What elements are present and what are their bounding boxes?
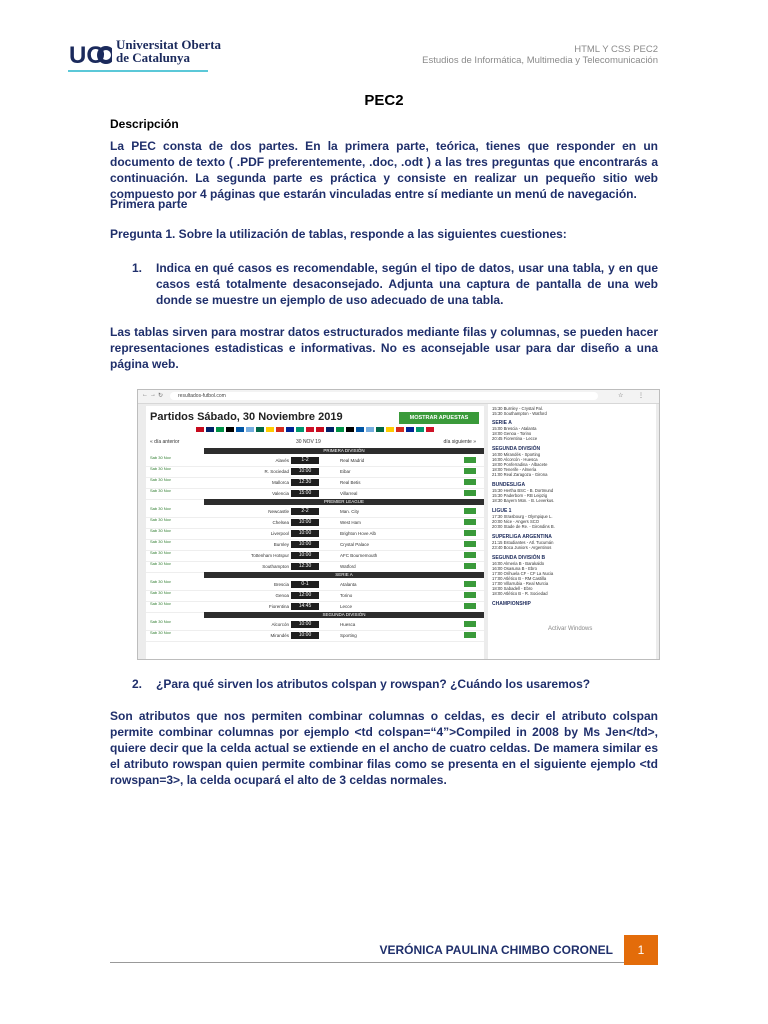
show-bets-button: MOSTRAR APUESTAS xyxy=(399,412,479,424)
university-name xyxy=(116,39,221,64)
menu-icon: ⋮ xyxy=(638,393,644,399)
flag-icon xyxy=(326,427,334,432)
odds-badge xyxy=(464,541,476,547)
match-date: Sab 30 Nov xyxy=(150,517,171,522)
match-score: 10:00 xyxy=(291,541,319,548)
item-text: ¿Para qué sirven los atributos colspan y rowspan? ¿Cuándo los usaremos? xyxy=(156,677,591,691)
match-date: Sab 30 Nov xyxy=(150,579,171,584)
side-game: 18:00 Genoa - Torino xyxy=(492,431,532,436)
side-game: 18:00 Ponferradina - Albacete xyxy=(492,462,548,467)
side-game: 15:30 Hertha BSC - B. Dortmund xyxy=(492,488,554,493)
side-game: 15:30 Southampton - Watford xyxy=(492,411,547,416)
match-date: Sab 30 Nov xyxy=(150,619,171,624)
home-team: Newcastle xyxy=(268,509,289,514)
side-league-block xyxy=(492,406,652,416)
item-number: 2. xyxy=(132,677,143,691)
match-score: 12:30 xyxy=(291,479,319,486)
descripcion-heading: Descripción xyxy=(110,117,179,131)
match-date: Sab 30 Nov xyxy=(150,590,171,595)
match-date: Sab 30 Nov xyxy=(150,601,171,606)
away-team: Atalanta xyxy=(340,582,357,587)
uoc-logo-icon xyxy=(68,38,112,70)
odds-badge xyxy=(464,530,476,536)
prev-day-link: « día anterior xyxy=(150,439,180,445)
away-team: Real Madrid xyxy=(340,458,365,463)
flag-icon xyxy=(226,427,234,432)
browser-toolbar xyxy=(138,390,659,404)
away-team: Torino xyxy=(340,593,353,598)
flag-icon xyxy=(416,427,424,432)
studies-subtitle: Estudios de Informática, Multimedia y Telecomunicación xyxy=(422,55,658,66)
match-date: Sab 30 Nov xyxy=(150,477,171,482)
home-team: Valencia xyxy=(272,491,289,496)
odds-badge xyxy=(464,581,476,587)
away-team: Man. City xyxy=(340,509,360,514)
university-line2: de Catalunya xyxy=(116,49,191,65)
url-bar: resultados-futbol.com xyxy=(170,392,598,400)
flag-icon xyxy=(386,427,394,432)
odds-badge xyxy=(464,508,476,514)
match-score: 10:00 xyxy=(291,468,319,475)
odds-badge xyxy=(464,632,476,638)
side-league-block xyxy=(492,535,652,550)
side-game: 16:00 Alcorcón - Huesca xyxy=(492,457,538,462)
side-game: 21:00 Real Zaragoza - Girona xyxy=(492,472,548,477)
side-game: 17:00 Atlético B - RM Castilla xyxy=(492,576,547,581)
match-score: 14:45 xyxy=(291,603,319,610)
footer-author: VERÓNICA PAULINA CHIMBO CORONEL xyxy=(379,943,613,957)
side-game: 15:30 Burnley - Crystal Pal. xyxy=(492,406,543,411)
side-game: 15:00 Brescia - Atalanta xyxy=(492,426,537,431)
odds-badge xyxy=(464,563,476,569)
page-number: 1 xyxy=(624,935,658,965)
match-score: 15:00 xyxy=(291,490,319,497)
match-date: Sab 30 Nov xyxy=(150,528,171,533)
home-team: Chelsea xyxy=(272,520,289,525)
star-icon: ☆ xyxy=(618,393,624,399)
flag-icon xyxy=(306,427,314,432)
match-score: 12:30 xyxy=(291,563,319,570)
match-date: Sab 30 Nov xyxy=(150,466,171,471)
away-team: Brighton Hove Alb xyxy=(340,531,377,536)
flag-icon xyxy=(266,427,274,432)
odds-badge xyxy=(464,468,476,474)
match-score: 10:00 xyxy=(291,621,319,628)
course-title: HTML Y CSS PEC2 xyxy=(574,44,658,55)
league-header: PRIMERA DIVISIÓN xyxy=(204,448,484,454)
side-league-block xyxy=(492,509,652,529)
away-team: Villarreal xyxy=(340,491,358,496)
flag-icon xyxy=(276,427,284,432)
side-league-name: CHAMPIONSHIP xyxy=(492,601,531,607)
side-game: 17:30 Strasbourg - Olympique L. xyxy=(492,514,553,519)
away-team: AFC Bournemouth xyxy=(340,553,378,558)
side-league-name: SEGUNDA DIVISIÓN B xyxy=(492,555,546,561)
away-team: Lecce xyxy=(340,604,353,609)
item-text: Indica en qué casos es recomendable, según el tipo de datos, usar una tabla, y en que casos está totalmente desaconsejado. Adjunta una captura de pantalla de una web donde se muestre un ejemplo de uso adecuado de una tabla. xyxy=(156,261,658,307)
home-team: Alcorcón xyxy=(271,622,289,627)
back-icon: ← xyxy=(142,392,148,398)
away-team: Eibar xyxy=(340,469,351,474)
side-league-block xyxy=(492,447,652,477)
home-team: Brescia xyxy=(273,582,289,587)
flag-icon xyxy=(366,427,374,432)
footer-divider xyxy=(110,962,658,963)
home-team: Alavés xyxy=(275,458,289,463)
day-navigation xyxy=(146,437,484,446)
match-score: 2-2 xyxy=(291,508,319,515)
side-league-block xyxy=(492,421,652,441)
website-screenshot xyxy=(137,389,660,660)
university-line1: Universitat Oberta xyxy=(116,37,222,52)
flag-icon xyxy=(236,427,244,432)
match-date: Sab 30 Nov xyxy=(150,539,171,544)
side-game: 20:00 Stade de Re. - Girondins B. xyxy=(492,524,555,529)
pregunta1-heading: Pregunta 1. Sobre la utilización de tablas, responde a las siguientes cuestiones: xyxy=(110,227,567,241)
flag-icon xyxy=(426,427,434,432)
match-score: 0-1 xyxy=(291,581,319,588)
away-team: Sporting xyxy=(340,633,357,638)
side-league-block xyxy=(492,556,652,596)
side-league-block xyxy=(492,483,652,503)
side-results-panel xyxy=(488,404,656,659)
odds-badge xyxy=(464,552,476,558)
match-date: Sab 30 Nov xyxy=(150,506,171,511)
flag-icon xyxy=(396,427,404,432)
question-item-2 xyxy=(132,676,658,692)
side-game: 17:00 Orihuela CF - CF La Nucia xyxy=(492,571,554,576)
svg-text:UO: UO xyxy=(69,42,105,69)
away-team: Watford xyxy=(340,564,356,569)
flag-icon xyxy=(316,427,324,432)
flag-icon xyxy=(206,427,214,432)
side-game: 18:30 Bayern Mün. - B. Leverkus. xyxy=(492,498,555,503)
side-game: 16:00 Almeria B - Barakaldo xyxy=(492,561,545,566)
flag-icon xyxy=(346,427,354,432)
home-team: Mirandés xyxy=(270,633,289,638)
match-date: Sab 30 Nov xyxy=(150,550,171,555)
item-number: 1. xyxy=(132,261,143,275)
home-team: Southampton xyxy=(262,564,289,569)
odds-badge xyxy=(464,621,476,627)
match-date: Sab 30 Nov xyxy=(150,455,171,460)
home-team: Genoa xyxy=(275,593,289,598)
answer-1: Las tablas sirven para mostrar datos estructurados mediante filas y columnas, se pueden hacer representaciones estadisticas e informativas. No es aconsejable usar para dar diseño a una página web. xyxy=(110,325,658,371)
side-game: 18:00 Atlético B - R. Sociedad xyxy=(492,591,548,596)
flag-icon xyxy=(336,427,344,432)
match-score: 10:00 xyxy=(291,632,319,639)
answer-2: Son atributos que nos permiten combinar columnas o celdas, es decir el atributo colspan permite combinar columnas por ejemplo <td colspan=“4”>Compiled in 2008 by Ms Jen</td>, quiere decir que la celda actual se extiende en el ancho de cuatro celdas. De mamera similar es el atributo rowspan quien permite combinar filas como se presenta en el siguiente ejemplo <td rowspan=3>, la celda ocupará el alto de 3 celdas normales. xyxy=(110,709,658,787)
side-game: 15:30 Paderborn - RB Leipzig xyxy=(492,493,548,498)
flag-icon xyxy=(216,427,224,432)
league-header: SEGUNDA DIVISIÓN xyxy=(204,612,484,618)
odds-badge xyxy=(464,457,476,463)
next-day-link: día siguiente » xyxy=(443,439,476,445)
home-team: Burnley xyxy=(273,542,289,547)
flag-icon xyxy=(296,427,304,432)
intro-paragraph: La PEC consta de dos partes. En la primera parte, teórica, tienes que responder en un documento de texto ( .PDF preferentemente, .doc, .odt ) a las tres preguntas que encontrarás a continuación. La segunda parte es práctica y consiste en realizar un pequeño sitio web compuesto por 4 páginas que estarán vinculadas entre sí mediante un menú de navegación. xyxy=(110,139,658,201)
match-date: Sab 30 Nov xyxy=(150,630,171,635)
windows-watermark: Activar Windows xyxy=(548,626,593,632)
side-game: 16:00 Mirandés - Sporting xyxy=(492,452,541,457)
match-score: 1-2 xyxy=(291,457,319,464)
home-team: Mallorca xyxy=(271,480,289,485)
side-league-name: SERIE A xyxy=(492,420,512,426)
match-score: 12:00 xyxy=(291,592,319,599)
flag-icon xyxy=(196,427,204,432)
league-header: PREMIER LEAGUE xyxy=(204,499,484,505)
current-date: 30 NOV 19 xyxy=(296,439,321,445)
match-date: Sab 30 Nov xyxy=(150,488,171,493)
country-flags xyxy=(196,427,436,433)
flag-icon xyxy=(406,427,414,432)
home-team: Tottenham Hotspur xyxy=(250,553,289,558)
odds-badge xyxy=(464,519,476,525)
side-league-name: BUNDESLIGA xyxy=(492,482,526,488)
away-team: Real Betis xyxy=(340,480,361,485)
flag-icon xyxy=(356,427,364,432)
side-game: 18:00 Tenerife - Almería xyxy=(492,467,537,472)
away-team: Crystal Palace xyxy=(340,542,370,547)
side-game: 20:00 Nice - Angers SCO xyxy=(492,519,540,524)
home-team: Liverpool xyxy=(270,531,289,536)
match-row xyxy=(146,630,484,642)
side-game: 21:15 Estudiantes - Atl. Tucumán xyxy=(492,540,554,545)
forward-icon: → xyxy=(150,392,156,398)
header-divider xyxy=(68,70,208,72)
league-header: SERIE A xyxy=(204,572,484,578)
odds-badge xyxy=(464,592,476,598)
flag-icon xyxy=(256,427,264,432)
odds-badge xyxy=(464,479,476,485)
side-game: 18:00 Sabadell - Ebro xyxy=(492,586,533,591)
side-game: 17:00 Villarrubia - Real Murcia xyxy=(492,581,549,586)
primera-parte-heading: Primera parte xyxy=(110,197,188,211)
reload-icon: ↻ xyxy=(158,393,164,399)
side-league-block xyxy=(492,602,652,607)
match-score: 10:00 xyxy=(291,519,319,526)
flag-icon xyxy=(246,427,254,432)
odds-badge xyxy=(464,490,476,496)
match-score: 10:00 xyxy=(291,552,319,559)
away-team: Huesca xyxy=(340,622,356,627)
home-team: R. Sociedad xyxy=(264,469,289,474)
question-item-1 xyxy=(132,260,658,308)
away-team: West Ham xyxy=(340,520,361,525)
side-game: 23:40 Boca Juniors - Argentinos xyxy=(492,545,552,550)
odds-badge xyxy=(464,603,476,609)
header-course-info xyxy=(422,44,658,66)
match-date: Sab 30 Nov xyxy=(150,561,171,566)
match-score: 10:00 xyxy=(291,530,319,537)
side-league-name: LIGUE 1 xyxy=(492,508,512,514)
side-league-name: SEGUNDA DIVISIÓN xyxy=(492,446,541,452)
flag-icon xyxy=(376,427,384,432)
side-game: 16:00 Osasuna B - Ebro xyxy=(492,566,537,571)
home-team: Fiorentina xyxy=(268,604,289,609)
flag-icon xyxy=(286,427,294,432)
side-league-name: SUPERLIGA ARGENTINA xyxy=(492,534,552,540)
document-title: PEC2 xyxy=(364,92,404,109)
matches-panel xyxy=(146,406,484,659)
matches-heading: Partidos Sábado, 30 Noviembre 2019 xyxy=(150,411,343,423)
side-game: 20:45 Fiorentina - Lecce xyxy=(492,436,538,441)
